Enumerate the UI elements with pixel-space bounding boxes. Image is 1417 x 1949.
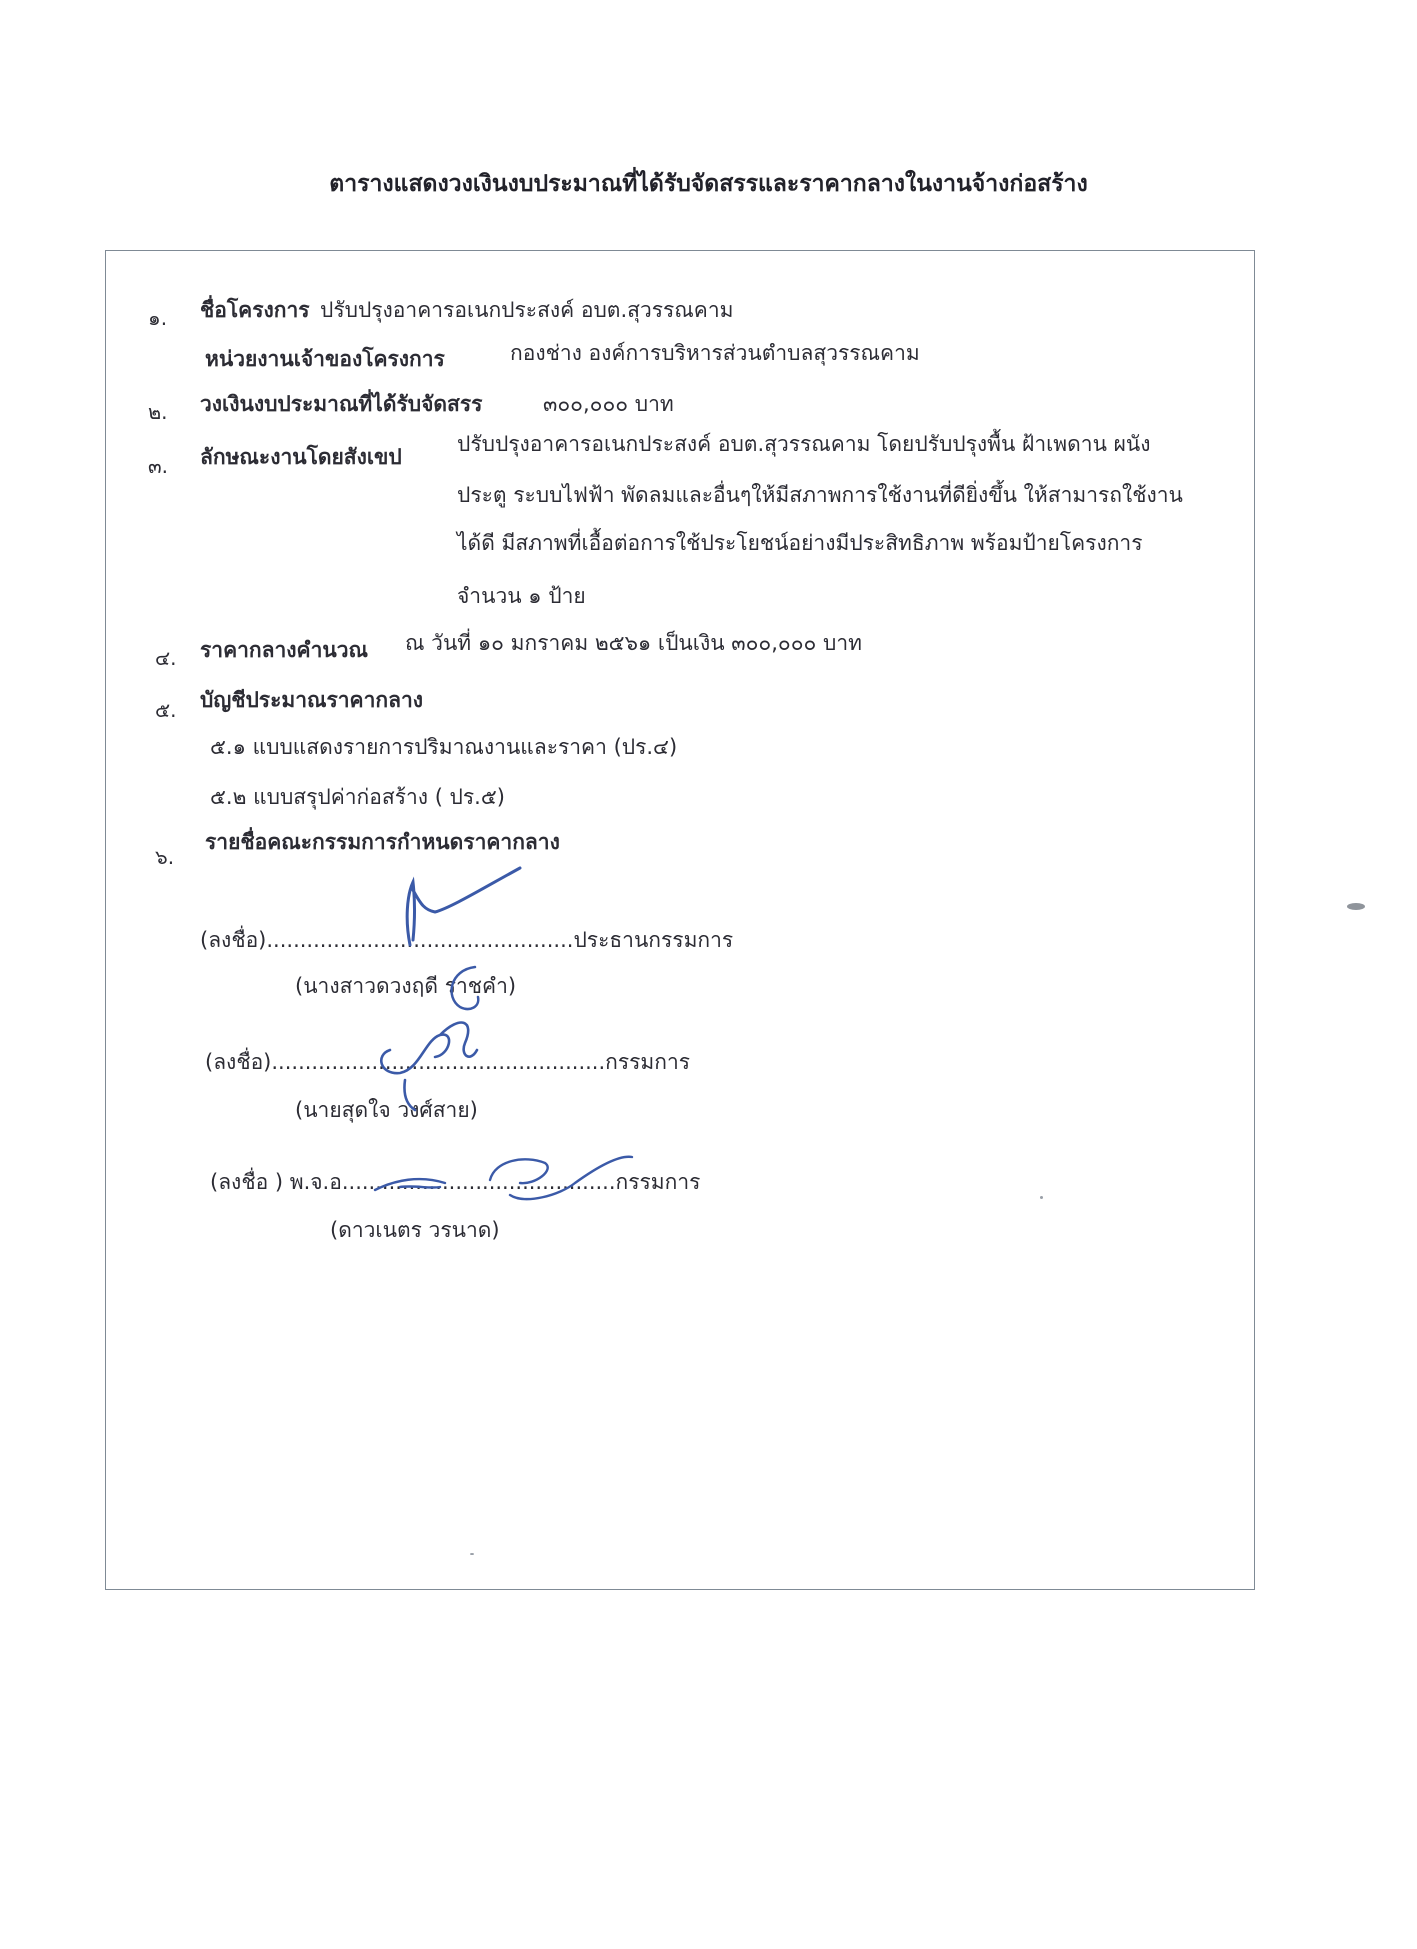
member-2-signature [345,995,495,1115]
item-3-line-1: ปรับปรุงอาคารอเนกประสงค์ อบต.สุวรรณคาม โดยปรับปรุงพื้น ฝ้าเพดาน ผนัง [457,432,1151,456]
item-4-label: ราคากลางคำนวณ [200,638,369,662]
item-4-value: ณ วันที่ ๑๐ มกราคม ๒๕๖๑ เป็นเงิน ๓๐๐,๐๐๐ บาท [405,631,862,655]
item-2-number: ๒. [148,400,168,424]
item-5-sub-1: ๕.๑ แบบแสดงรายการปริมาณงานและราคา (ปร.๔) [210,735,678,759]
item-3-label: ลักษณะงานโดยสังเขป [200,445,402,469]
item-1-label: ชื่อโครงการ [200,298,310,322]
member-1-signature [395,860,535,960]
item-5-label: บัญชีประมาณราคากลาง [200,688,424,712]
item-3-line-4: จำนวน ๑ ป้าย [457,584,586,608]
member-3-role: กรรมการ [615,1170,701,1194]
member-2-sign-prefix: (ลงชื่อ) [205,1050,272,1074]
item-3-line-3: ได้ดี มีสภาพที่เอื้อต่อการใช้ประโยชน์อย่างมีประสิทธิภาพ พร้อมป้ายโครงการ [457,531,1143,555]
item-6-number: ๖. [155,845,175,869]
owner-label: หน่วยงานเจ้าของโครงการ [205,347,445,371]
member-3-sign-prefix: (ลงชื่อ ) พ.จ.อ. [210,1170,349,1194]
item-1-value: ปรับปรุงอาคารอเนกประสงค์ อบต.สุวรรณคาม [320,298,734,322]
item-2-value: ๓๐๐,๐๐๐ บาท [543,392,674,416]
item-4-number: ๔. [155,646,177,670]
member-1-sign-prefix: (ลงชื่อ) [200,928,267,952]
member-3-name: (ดาวเนตร วรนาด) [330,1218,500,1242]
member-2-name: (นายสุดใจ วงศ์สาย) [295,1098,478,1122]
item-6-label: รายชื่อคณะกรรมการกำหนดราคากลาง [205,830,560,854]
member-1-sign-dots: .............................................. [266,928,574,952]
scan-speck [1347,903,1365,910]
item-1-number: ๑. [148,306,168,330]
member-1-role: ประธานกรรมการ [573,928,734,952]
item-3-number: ๓. [148,454,169,478]
owner-value: กองช่าง องค์การบริหารส่วนตำบลสุวรรณคาม [510,341,920,365]
scan-speck [1040,1196,1043,1199]
document-title: ตารางแสดงวงเงินงบประมาณที่ได้รับจัดสรรและราคากลางในงานจ้างก่อสร้าง [329,171,1088,197]
member-2-role: กรรมการ [605,1050,691,1074]
scan-speck [470,1553,474,1555]
member-2-sign-dots: .................................................. [271,1050,606,1074]
item-5-number: ๕. [155,698,177,722]
item-2-label: วงเงินงบประมาณที่ได้รับจัดสรร [200,392,483,416]
member-3-signature [370,1135,640,1215]
item-3-line-2: ประตู ระบบไฟฟ้า พัดลมและอื่นๆให้มีสภาพการใช้งานที่ดียิ่งขึ้น ให้สามารถใช้งาน [457,483,1183,507]
member-3-sign-dots: ........................................ [348,1170,616,1194]
item-5-sub-2: ๕.๒ แบบสรุปค่าก่อสร้าง ( ปร.๕) [210,785,505,809]
member-1-name: (นางสาวดวงฤดี ราชคำ) [295,974,517,998]
